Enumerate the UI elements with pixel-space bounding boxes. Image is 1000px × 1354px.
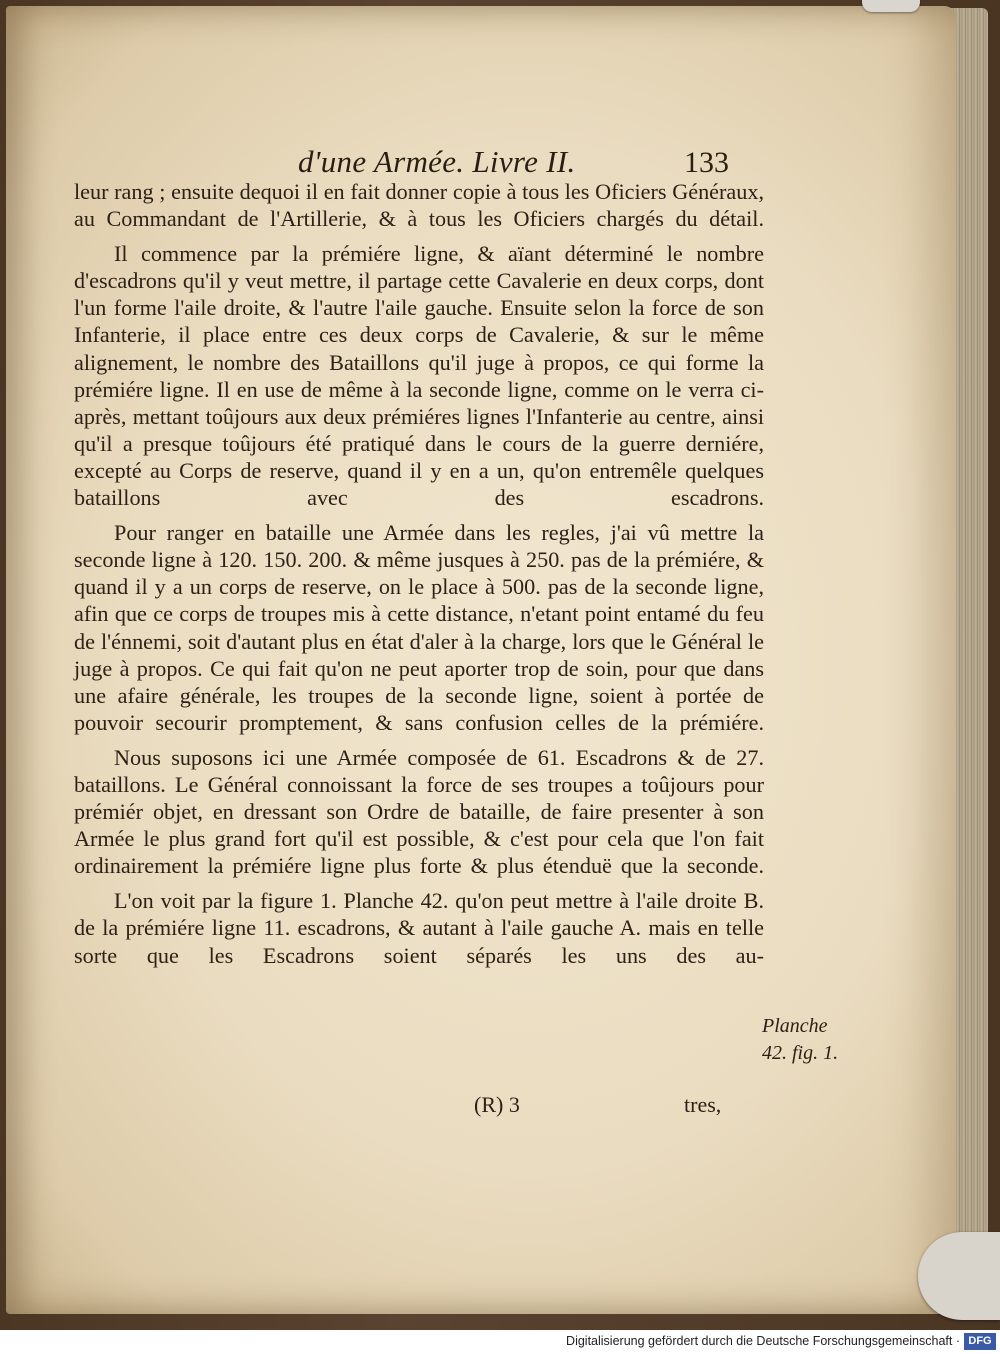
page-clip-right bbox=[918, 1232, 1000, 1320]
margin-note-line-1: Planche bbox=[762, 1015, 828, 1037]
paragraph-4: Nous suposons ici une Armée composée de 61. Escadrons & de 27. bataillons. Le Général connoissant la force de ses troupes a toûjours pour prémiér objet, en dressant son Ordre de bataille, de faire presenter à son Armée le plus grand fort qu'il est possible, & c'est pour cela que l'on fait ordinairement la prémiére ligne plus forte & plus étenduë que la seconde. bbox=[74, 744, 764, 879]
signature-mark: (R) 3 bbox=[474, 1092, 520, 1117]
paragraph-3: Pour ranger en bataille une Armée dans les regles, j'ai vû mettre la seconde ligne à 120. 150. 200. & même jusques à 250. pas de la prémiére, & quand il y a un corps de reserve, on le place à 500. pas de la seconde ligne, afin que ce corps de troupes mis à cette distance, n'etant point entamé du feu de l'énnemi, soit d'autant plus en état d'aler à la charge, lors que le Général le juge à propos. Ce qui fait qu'on ne peut aporter trop de soin, pour que dans une afaire générale, les troupes de la seconde ligne, soient à portée de pouvoir secourir promptement, & sans confusion celles de la prémiére. bbox=[74, 520, 764, 735]
credit-text: Digitalisierung gefördert durch die Deutsche Forschungsgemeinschaft · bbox=[566, 1334, 960, 1348]
catchword: tres, bbox=[684, 1092, 722, 1117]
dfg-logo-icon: DFG bbox=[964, 1333, 996, 1350]
running-head: d'une Armée. Livre II. bbox=[298, 144, 576, 179]
paragraph-2: Il commence par la prémiére ligne, & aïant déterminé le nombre d'escadrons qu'il y veut mettre, il partage cette Cavalerie en deux corps, dont l'un forme l'aile droite, & l'autre l'aile gauche. Ensuite selon la force de son Infanterie, il place entre ces deux corps de Cavalerie, & sur le même alignement, le nombre des Bataillons qu'il juge à propos, ce qui forme la prémiére ligne. Il en use de même à la seconde ligne, comme on le verra ci-après, mettant toûjours aux deux prémiéres lignes l'Infanterie au centre, ainsi qu'il a presque toûjours été pratiqué dans le cours de la guerre derniére, excepté au Corps de reserve, quand il y en a un, qu'on entremêle quelques bataillons avec des escadrons. bbox=[74, 241, 764, 511]
body-text bbox=[74, 178, 764, 969]
paragraph-5: L'on voit par la figure 1. Planche 42. qu'on peut mettre à l'aile droite B. de la prémiére ligne 11. escadrons, & autant à l'aile gauche A. mais en telle sorte que les Escadrons soient séparés les uns des au- bbox=[74, 888, 764, 968]
paragraph-1: leur rang ; ensuite dequoi il en fait donner copie à tous les Oficiers Généraux, au Commandant de l'Artillerie, & à tous les Oficiers chargés du détail. bbox=[74, 179, 764, 232]
margin-note-line-2: 42. fig. 1. bbox=[762, 1042, 839, 1064]
page-footer bbox=[0, 1092, 1000, 1122]
credit-bar bbox=[0, 1330, 1000, 1354]
page-clip-top bbox=[862, 0, 920, 12]
margin-note bbox=[762, 1013, 838, 1067]
page-number: 133 bbox=[684, 146, 729, 179]
